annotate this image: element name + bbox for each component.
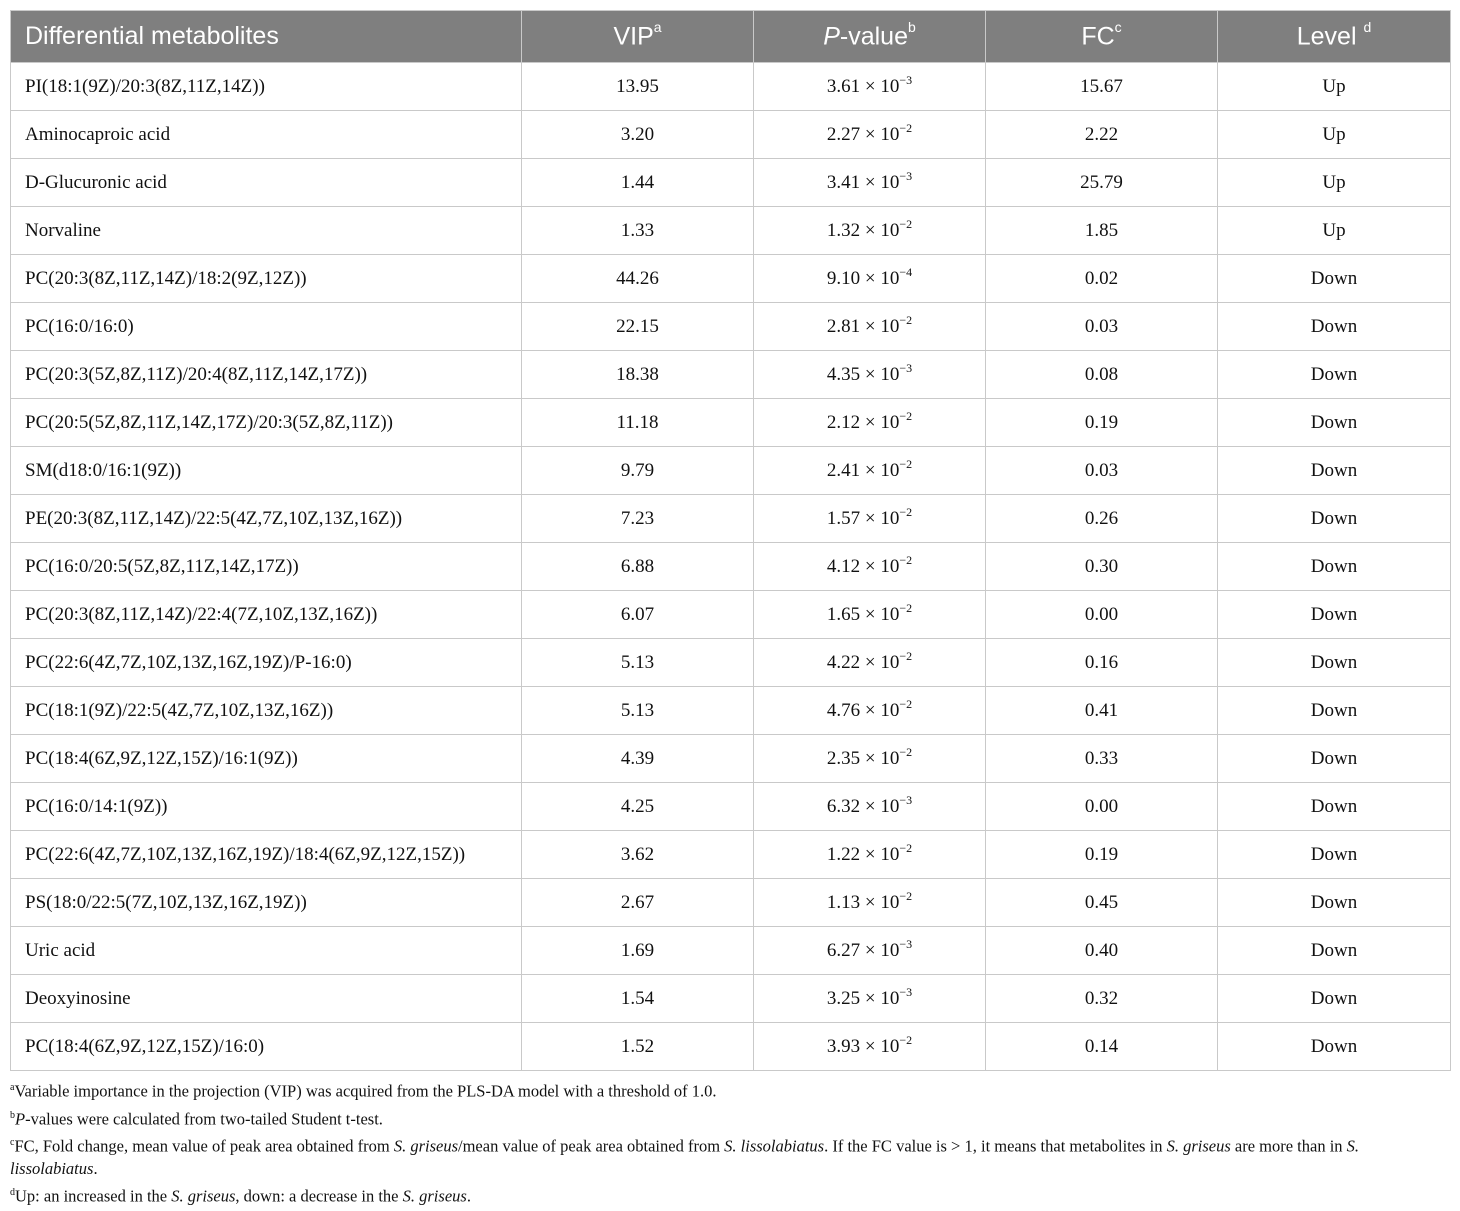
pvalue-cell: $2.12 \times 10^{-2}$ bbox=[754, 399, 986, 447]
pvalue-cell: $2.35 \times 10^{-2}$ bbox=[754, 735, 986, 783]
table-row bbox=[11, 207, 1451, 255]
metabolite-cell: SM(d18:0/16:1(9Z)) bbox=[11, 447, 522, 495]
level-cell: Down bbox=[1218, 735, 1451, 783]
level-cell: Down bbox=[1218, 879, 1451, 927]
pvalue-cell: $6.27 \times 10^{-3}$ bbox=[754, 927, 986, 975]
table-row bbox=[11, 303, 1451, 351]
table-row bbox=[11, 639, 1451, 687]
vip-cell: 1.44 bbox=[522, 159, 754, 207]
fc-cell: 0.16 bbox=[986, 639, 1218, 687]
metabolite-cell: PI(18:1(9Z)/20:3(8Z,11Z,14Z)) bbox=[11, 63, 522, 111]
fc-cell: 2.22 bbox=[986, 111, 1218, 159]
pvalue-cell: $3.93 \times 10^{-2}$ bbox=[754, 1023, 986, 1071]
fc-cell: 0.03 bbox=[986, 303, 1218, 351]
fc-cell: 0.00 bbox=[986, 591, 1218, 639]
metabolite-cell: Uric acid bbox=[11, 927, 522, 975]
level-cell: Down bbox=[1218, 495, 1451, 543]
fc-cell: 0.00 bbox=[986, 783, 1218, 831]
metabolite-cell: Norvaline bbox=[11, 207, 522, 255]
table-row bbox=[11, 687, 1451, 735]
metabolite-cell: PC(22:6(4Z,7Z,10Z,13Z,16Z,19Z)/P-16:0) bbox=[11, 639, 522, 687]
footnotes bbox=[10, 1077, 1450, 1207]
metabolite-cell: PC(16:0/14:1(9Z)) bbox=[11, 783, 522, 831]
level-cell: Down bbox=[1218, 831, 1451, 879]
table-row bbox=[11, 63, 1451, 111]
pvalue-cell: $3.61 \times 10^{-3}$ bbox=[754, 63, 986, 111]
fc-cell: 0.08 bbox=[986, 351, 1218, 399]
level-cell: Down bbox=[1218, 783, 1451, 831]
level-cell: Down bbox=[1218, 399, 1451, 447]
fc-cell: 0.19 bbox=[986, 399, 1218, 447]
vip-cell: 6.88 bbox=[522, 543, 754, 591]
pvalue-cell: $9.10 \times 10^{-4}$ bbox=[754, 255, 986, 303]
metabolite-cell: D-Glucuronic acid bbox=[11, 159, 522, 207]
pvalue-cell: $4.35 \times 10^{-3}$ bbox=[754, 351, 986, 399]
metabolite-cell: PC(20:5(5Z,8Z,11Z,14Z,17Z)/20:3(5Z,8Z,11Z)) bbox=[11, 399, 522, 447]
metabolites-table bbox=[10, 10, 1451, 1071]
metabolite-cell: PC(20:3(5Z,8Z,11Z)/20:4(8Z,11Z,14Z,17Z)) bbox=[11, 351, 522, 399]
header-fc: $FC^c$ bbox=[986, 11, 1218, 63]
level-cell: Down bbox=[1218, 975, 1451, 1023]
fc-cell: 25.79 bbox=[986, 159, 1218, 207]
vip-cell: 11.18 bbox=[522, 399, 754, 447]
table-row bbox=[11, 351, 1451, 399]
header-row bbox=[11, 11, 1451, 63]
metabolite-cell: PC(20:3(8Z,11Z,14Z)/22:4(7Z,10Z,13Z,16Z)) bbox=[11, 591, 522, 639]
metabolite-cell: PC(20:3(8Z,11Z,14Z)/18:2(9Z,12Z)) bbox=[11, 255, 522, 303]
vip-cell: 3.62 bbox=[522, 831, 754, 879]
vip-cell: 1.33 bbox=[522, 207, 754, 255]
level-cell: Down bbox=[1218, 639, 1451, 687]
table-row bbox=[11, 159, 1451, 207]
table-row bbox=[11, 399, 1451, 447]
vip-cell: 9.79 bbox=[522, 447, 754, 495]
fc-cell: 0.33 bbox=[986, 735, 1218, 783]
vip-cell: 5.13 bbox=[522, 687, 754, 735]
level-cell: Down bbox=[1218, 1023, 1451, 1071]
pvalue-cell: $2.81 \times 10^{-2}$ bbox=[754, 303, 986, 351]
vip-cell: 6.07 bbox=[522, 591, 754, 639]
metabolite-cell: PC(18:1(9Z)/22:5(4Z,7Z,10Z,13Z,16Z)) bbox=[11, 687, 522, 735]
table-row bbox=[11, 1023, 1451, 1071]
header-level: Level $^d$ bbox=[1218, 11, 1451, 63]
table-row bbox=[11, 495, 1451, 543]
pvalue-cell: $1.57 \times 10^{-2}$ bbox=[754, 495, 986, 543]
pvalue-cell: $3.25 \times 10^{-3}$ bbox=[754, 975, 986, 1023]
header-pvalue: P-value$^b$ bbox=[754, 11, 986, 63]
table-row bbox=[11, 975, 1451, 1023]
pvalue-cell: $2.27 \times 10^{-2}$ bbox=[754, 111, 986, 159]
vip-cell: 3.20 bbox=[522, 111, 754, 159]
vip-cell: 2.67 bbox=[522, 879, 754, 927]
table-body bbox=[11, 63, 1451, 1071]
metabolite-cell: PC(16:0/16:0) bbox=[11, 303, 522, 351]
footnote-c: $^c$FC, Fold change, mean value of peak area obtained from S. griseus/mean value of peak area obtained from S. lissolabiatus. If the FC value is > 1, it means that metabolites in S. griseus are more than in S. lissolabiatus. bbox=[10, 1136, 1360, 1178]
metabolite-cell: PS(18:0/22:5(7Z,10Z,13Z,16Z,19Z)) bbox=[11, 879, 522, 927]
pvalue-cell: $1.32 \times 10^{-2}$ bbox=[754, 207, 986, 255]
table-container bbox=[10, 10, 1450, 1209]
pvalue-cell: $4.12 \times 10^{-2}$ bbox=[754, 543, 986, 591]
fc-cell: 0.19 bbox=[986, 831, 1218, 879]
fc-cell: 0.03 bbox=[986, 447, 1218, 495]
fc-cell: 0.32 bbox=[986, 975, 1218, 1023]
metabolite-cell: PC(18:4(6Z,9Z,12Z,15Z)/16:0) bbox=[11, 1023, 522, 1071]
fc-cell: 15.67 bbox=[986, 63, 1218, 111]
vip-cell: 22.15 bbox=[522, 303, 754, 351]
fc-cell: 0.26 bbox=[986, 495, 1218, 543]
metabolite-cell: PE(20:3(8Z,11Z,14Z)/22:5(4Z,7Z,10Z,13Z,16Z)) bbox=[11, 495, 522, 543]
fc-cell: 0.41 bbox=[986, 687, 1218, 735]
fc-cell: 0.30 bbox=[986, 543, 1218, 591]
vip-cell: 1.52 bbox=[522, 1023, 754, 1071]
pvalue-cell: $4.22 \times 10^{-2}$ bbox=[754, 639, 986, 687]
metabolite-cell: PC(16:0/20:5(5Z,8Z,11Z,14Z,17Z)) bbox=[11, 543, 522, 591]
header-metabolite: Differential metabolites bbox=[11, 11, 522, 63]
fc-cell: 0.14 bbox=[986, 1023, 1218, 1071]
table-row bbox=[11, 255, 1451, 303]
metabolite-cell: PC(22:6(4Z,7Z,10Z,13Z,16Z,19Z)/18:4(6Z,9Z,12Z,15Z)) bbox=[11, 831, 522, 879]
table-row bbox=[11, 447, 1451, 495]
metabolite-cell: Deoxyinosine bbox=[11, 975, 522, 1023]
table-row bbox=[11, 111, 1451, 159]
level-cell: Down bbox=[1218, 351, 1451, 399]
pvalue-cell: $1.65 \times 10^{-2}$ bbox=[754, 591, 986, 639]
fc-cell: 1.85 bbox=[986, 207, 1218, 255]
vip-cell: 1.69 bbox=[522, 927, 754, 975]
vip-cell: 4.25 bbox=[522, 783, 754, 831]
level-cell: Down bbox=[1218, 591, 1451, 639]
level-cell: Down bbox=[1218, 255, 1451, 303]
vip-cell: 7.23 bbox=[522, 495, 754, 543]
vip-cell: 1.54 bbox=[522, 975, 754, 1023]
table-row bbox=[11, 927, 1451, 975]
fc-cell: 0.40 bbox=[986, 927, 1218, 975]
table-row bbox=[11, 879, 1451, 927]
level-cell: Up bbox=[1218, 207, 1451, 255]
footnote-b: $^b$P-values were calculated from two-tailed Student t-test. bbox=[10, 1109, 383, 1128]
level-cell: Down bbox=[1218, 543, 1451, 591]
level-cell: Up bbox=[1218, 63, 1451, 111]
level-cell: Down bbox=[1218, 447, 1451, 495]
fc-cell: 0.45 bbox=[986, 879, 1218, 927]
vip-cell: 13.95 bbox=[522, 63, 754, 111]
metabolite-cell: Aminocaproic acid bbox=[11, 111, 522, 159]
metabolite-cell: PC(18:4(6Z,9Z,12Z,15Z)/16:1(9Z)) bbox=[11, 735, 522, 783]
footnote-a: $^a$Variable importance in the projection (VIP) was acquired from the PLS-DA model with a threshold of 1.0. bbox=[10, 1081, 717, 1101]
pvalue-cell: $1.22 \times 10^{-2}$ bbox=[754, 831, 986, 879]
level-cell: Up bbox=[1218, 111, 1451, 159]
footnote-d: $^d$Up: an increased in the S. griseus, down: a decrease in the S. griseus. bbox=[10, 1186, 471, 1205]
header-vip: VIP$^a$ bbox=[522, 11, 754, 63]
pvalue-cell: $3.41 \times 10^{-3}$ bbox=[754, 159, 986, 207]
table-row bbox=[11, 831, 1451, 879]
fc-cell: 0.02 bbox=[986, 255, 1218, 303]
vip-cell: 5.13 bbox=[522, 639, 754, 687]
pvalue-cell: $2.41 \times 10^{-2}$ bbox=[754, 447, 986, 495]
level-cell: Up bbox=[1218, 159, 1451, 207]
level-cell: Down bbox=[1218, 303, 1451, 351]
table-row bbox=[11, 783, 1451, 831]
table-row bbox=[11, 543, 1451, 591]
pvalue-cell: $6.32 \times 10^{-3}$ bbox=[754, 783, 986, 831]
level-cell: Down bbox=[1218, 927, 1451, 975]
pvalue-cell: $4.76 \times 10^{-2}$ bbox=[754, 687, 986, 735]
vip-cell: 44.26 bbox=[522, 255, 754, 303]
vip-cell: 18.38 bbox=[522, 351, 754, 399]
pvalue-cell: $1.13 \times 10^{-2}$ bbox=[754, 879, 986, 927]
table-row bbox=[11, 735, 1451, 783]
vip-cell: 4.39 bbox=[522, 735, 754, 783]
table-row bbox=[11, 591, 1451, 639]
level-cell: Down bbox=[1218, 687, 1451, 735]
